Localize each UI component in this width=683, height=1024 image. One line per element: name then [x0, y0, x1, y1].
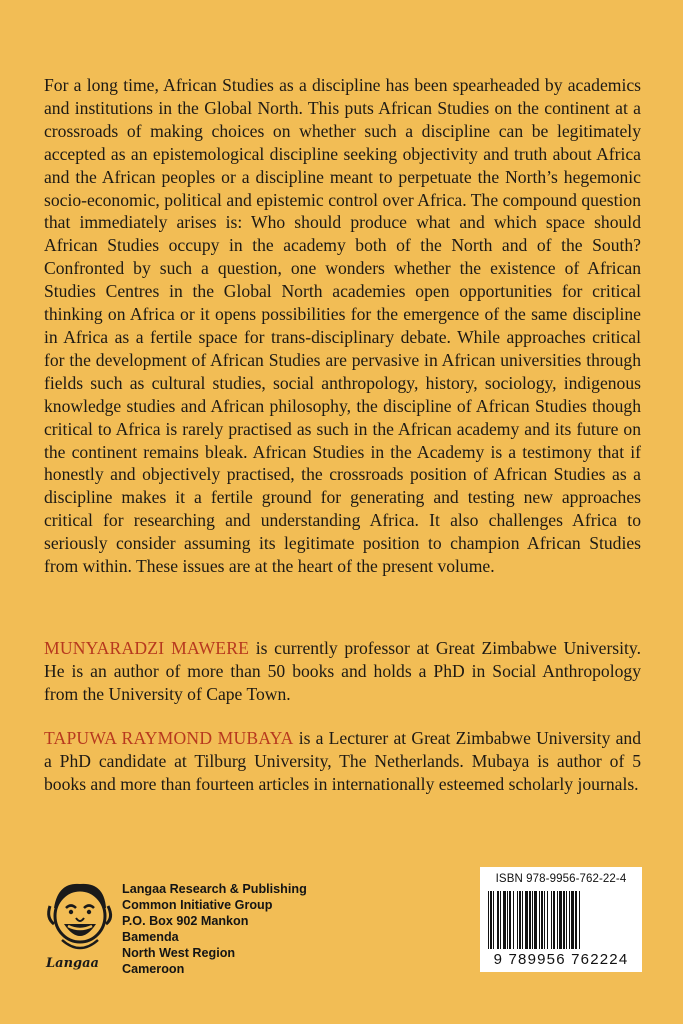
author-name-1: MUNYARADZI MAWERE	[44, 638, 250, 658]
publisher-line-5: North West Region	[122, 946, 236, 960]
publisher-address	[122, 881, 307, 977]
isbn-barcode	[480, 867, 642, 972]
publisher-line-1: Langaa Research & Publishing	[122, 882, 307, 896]
author-bio-text-1: is currently professor at Great Zimbabwe University. He is an author of more than 50 books and holds a PhD in Social Anthropology from the University of Cape Town.	[44, 638, 641, 704]
publisher-line-3: P.O. Box 902 Mankon	[122, 914, 249, 928]
barcode-digits: 9 789956 762224	[493, 951, 629, 968]
publisher-line-2: Common Initiative Group	[122, 898, 273, 912]
publisher-block	[40, 878, 360, 988]
barcode-bars	[488, 891, 634, 951]
publisher-logo-text: Langaa	[46, 956, 99, 971]
publisher-line-6: Cameroon	[122, 962, 185, 976]
author-bio-text-2: is a Lecturer at Great Zimbabwe University and a PhD candidate at Tilburg University, The Netherlands. Mubaya is author of 5 books and more than fourteen articles in internationally esteemed scholarly journals.	[44, 728, 641, 794]
isbn-label: ISBN 978-9956-762-22-4	[495, 873, 627, 885]
author-bio-1	[44, 637, 641, 706]
back-cover-blurb: For a long time, African Studies as a discipline has been spearheaded by academics and institutions in the Global North. This puts African Studies on the continent at a crossroads of making choices on whether such a discipline can be legitimately accepted as an epistemological discipline seeking objectivity and truth about Africa and the African peoples or a discipline meant to perpetuate the North’s hegemonic socio-economic, political and epistemic control over Africa. The compound question that immediately arises is: Who should produce what and which space should African Studies occupy in the academy both of the North and of the South? Confronted by such a question, one wonders whether the existence of African Studies Centres in the Global North academies open opportunities for critical thinking on Africa or it opens possibilities for the emergence of the same discipline in Africa as a fertile space for trans-disciplinary debate. While approaches critical for the development of African Studies are pervasive in African universities through fields such as cultural studies, social anthropology, history, sociology, indigenous knowledge studies and African philosophy, the discipline of African Studies though critical to Africa is rarely practised as such in the African academy and its future on the continent remains bleak. African Studies in the Academy is a testimony that if honestly and objectively practised, the crossroads position of African Studies as a discipline makes it a fertile ground for generating and testing new approaches critical for researching and understanding Africa. It also challenges Africa to seriously consider assuming its legitimate position to champion African Studies from within. These issues are at the heart of the present volume.	[44, 75, 641, 577]
author-bio-2	[44, 727, 641, 796]
publisher-line-4: Bamenda	[122, 930, 179, 944]
author-name-2: TAPUWA RAYMOND MUBAYA	[44, 728, 294, 748]
